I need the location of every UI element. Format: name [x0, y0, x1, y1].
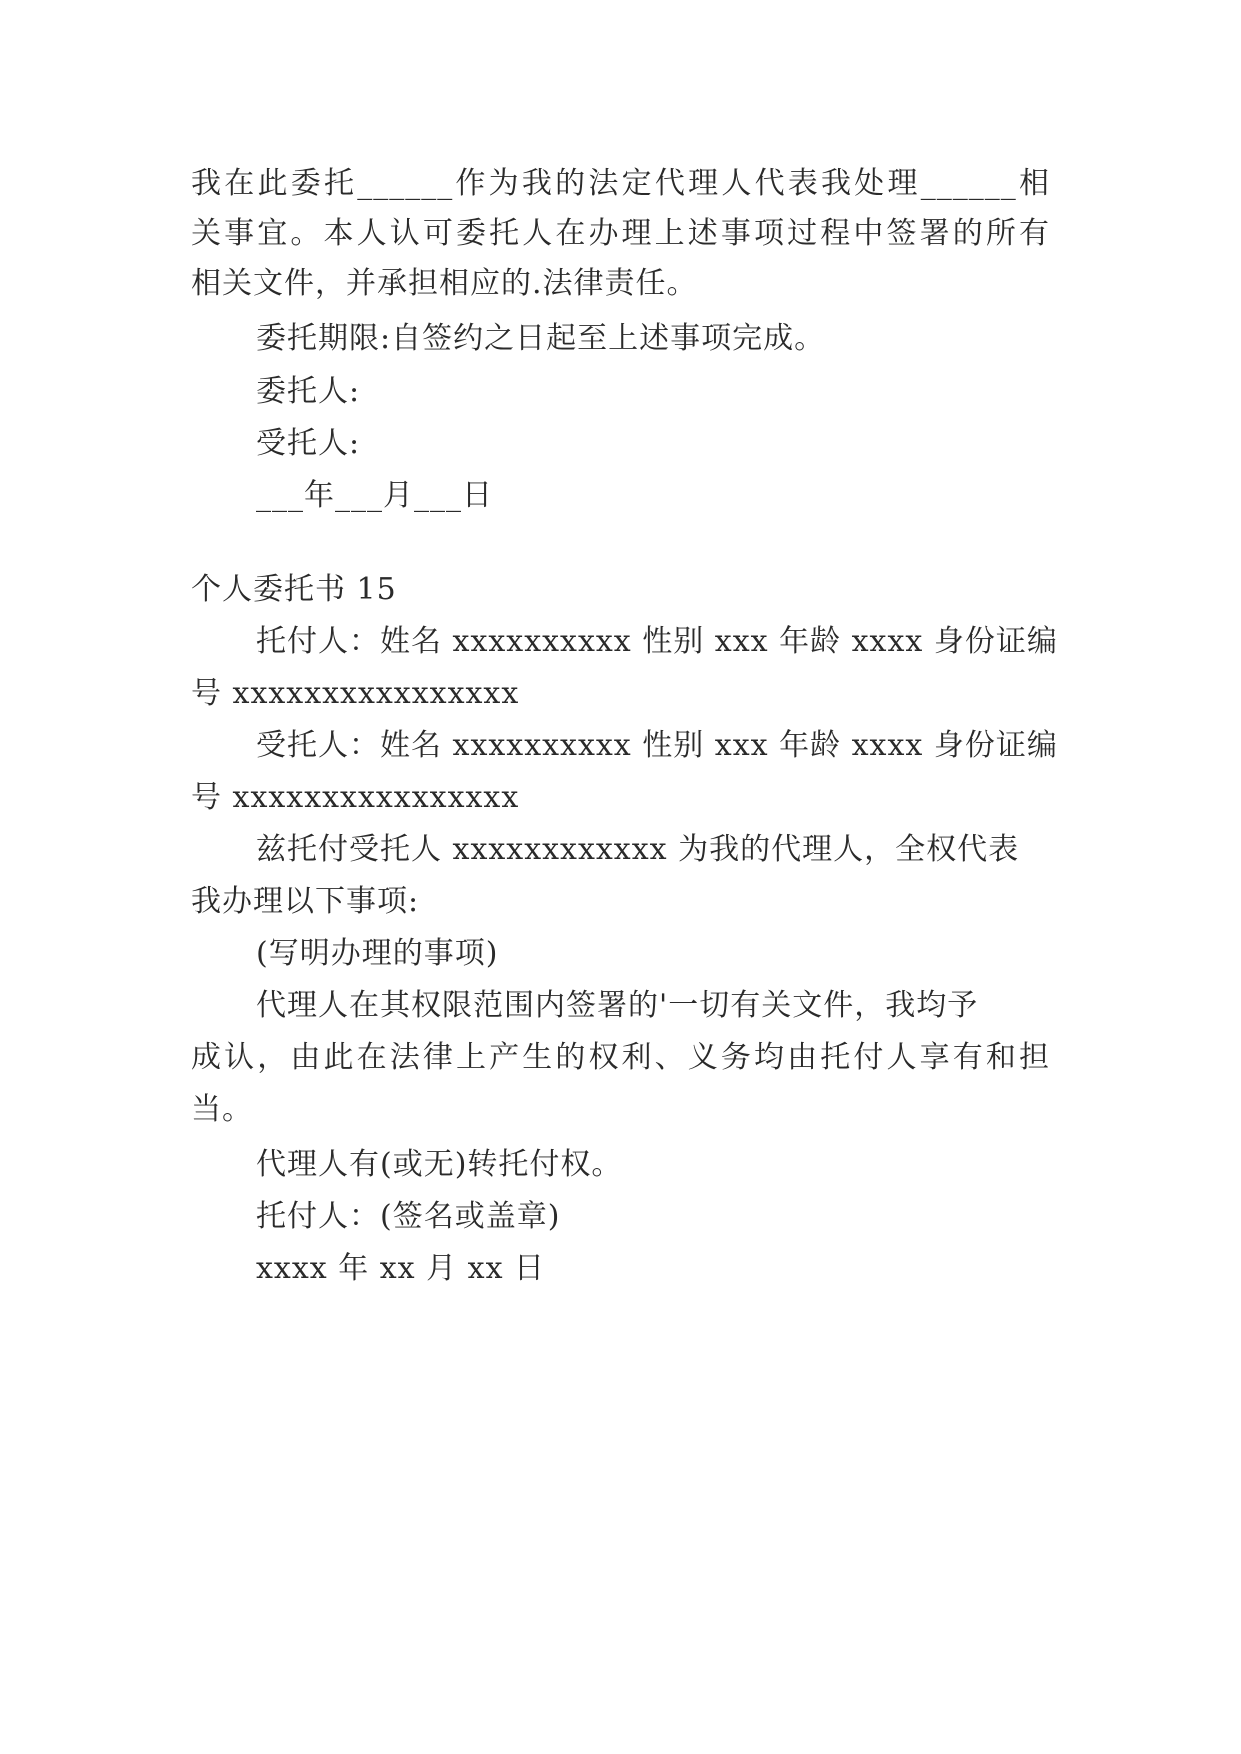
- paragraph-line: 关事宜。本人认可委托人在办理上述事项过程中签署的所有: [191, 216, 1050, 251]
- paragraph-line: 我在此委托______作为我的法定代理人代表我处理______相: [191, 166, 1050, 201]
- term-line: 委托期限:自签约之日起至上述事项完成。: [256, 321, 826, 356]
- matter-line: (写明办理的事项): [256, 936, 499, 971]
- authority-line: 当。: [191, 1092, 253, 1127]
- agent-info-line: 受托人：姓名 xxxxxxxxxx 性别 xxx 年龄 xxxx 身份证编: [256, 728, 1058, 763]
- transfer-line: 代理人有(或无)转托付权。: [256, 1147, 623, 1182]
- principal-info-line: 托付人：姓名 xxxxxxxxxx 性别 xxx 年龄 xxxx 身份证编: [256, 624, 1058, 659]
- paragraph-line: 相关文件，并承担相应的.法律责任。: [191, 266, 698, 301]
- date-line: ___年___月___日: [256, 478, 493, 513]
- authority-line: 代理人在其权限范围内签署的'一切有关文件，我均予: [256, 988, 979, 1023]
- agent-line: 受托人:: [256, 426, 361, 461]
- appoint-line: 我办理以下事项:: [191, 884, 420, 919]
- principal-line: 委托人:: [256, 374, 361, 409]
- authority-line: 成认，由此在法律上产生的权利、义务均由托付人享有和担: [191, 1040, 1050, 1075]
- appoint-line: 兹托付受托人 xxxxxxxxxxxx 为我的代理人，全权代表: [256, 832, 1020, 867]
- signature-line: 托付人：(签名或盖章): [256, 1199, 561, 1234]
- principal-info-line: 号 xxxxxxxxxxxxxxxx: [191, 676, 520, 711]
- date-line: xxxx 年 xx 月 xx 日: [256, 1251, 546, 1286]
- agent-info-line: 号 xxxxxxxxxxxxxxxx: [191, 780, 520, 815]
- section-title: 个人委托书 15: [191, 572, 397, 607]
